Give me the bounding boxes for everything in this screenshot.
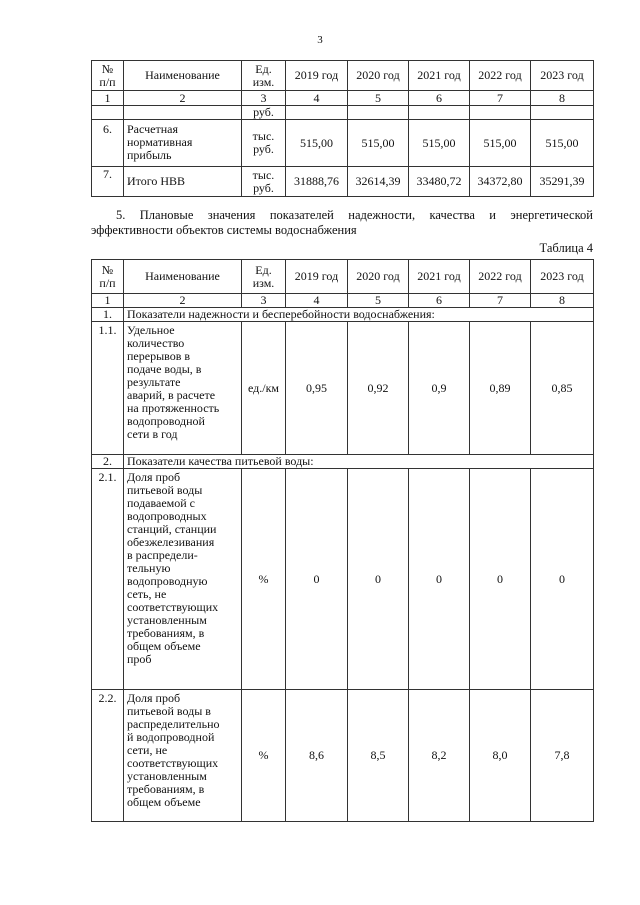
value-cell: 0 xyxy=(409,469,470,690)
table-caption: Таблица 4 xyxy=(539,241,593,255)
value-cell: 0,95 xyxy=(286,322,348,455)
table-3-continuation xyxy=(91,60,594,197)
index-cell: 4 xyxy=(286,91,348,106)
value-cell: 8,0 xyxy=(470,690,531,822)
value-cell: 32614,39 xyxy=(348,167,409,197)
header-year: 2022 год xyxy=(470,260,531,294)
header-year: 2023 год xyxy=(531,61,594,91)
index-cell: 3 xyxy=(242,294,286,308)
index-cell: 1 xyxy=(92,91,124,106)
unit-cell: % xyxy=(242,469,286,690)
header-num: № п/п xyxy=(92,61,124,91)
index-cell: 5 xyxy=(348,294,409,308)
header-year: 2021 год xyxy=(409,61,470,91)
section-paragraph: 5. Плановые значения показателей надежности, качества и энергетической эффективности объектов системы водоснабжения xyxy=(91,208,593,237)
row-name: Доля проб питьевой воды подаваемой с водопроводных станций, станции обезжелезивания в распредели- тельную водопроводную сеть, не соответствующих установленным требованиям, в общем объеме проб xyxy=(124,469,242,690)
index-cell: 2 xyxy=(124,294,242,308)
index-cell: 3 xyxy=(242,91,286,106)
index-cell: 1 xyxy=(92,294,124,308)
value-cell: 0,92 xyxy=(348,322,409,455)
index-cell: 2 xyxy=(124,91,242,106)
value-cell: 0 xyxy=(348,469,409,690)
table-row xyxy=(92,322,594,455)
value-cell: 515,00 xyxy=(470,120,531,167)
page-number: 3 xyxy=(317,34,323,46)
value-cell: 515,00 xyxy=(348,120,409,167)
section-row xyxy=(92,308,594,322)
table-header-row xyxy=(92,61,594,91)
unit-cell: тыс. руб. xyxy=(242,120,286,167)
table-4 xyxy=(91,259,594,822)
value-cell: 34372,80 xyxy=(470,167,531,197)
index-cell: 8 xyxy=(531,91,594,106)
header-year: 2019 год xyxy=(286,61,348,91)
value-cell: 515,00 xyxy=(531,120,594,167)
row-number: 1.1. xyxy=(92,322,124,455)
header-unit: Ед. изм. xyxy=(242,61,286,91)
value-cell: 8,5 xyxy=(348,690,409,822)
section-row xyxy=(92,455,594,469)
value-cell: 515,00 xyxy=(409,120,470,167)
header-year: 2020 год xyxy=(348,260,409,294)
header-unit: Ед. изм. xyxy=(242,260,286,294)
index-cell: 4 xyxy=(286,294,348,308)
header-year: 2020 год xyxy=(348,61,409,91)
value-cell: 0 xyxy=(531,469,594,690)
row-number: 2.2. xyxy=(92,690,124,822)
header-year: 2021 год xyxy=(409,260,470,294)
table-row xyxy=(92,690,594,822)
index-row xyxy=(92,294,594,308)
row-number: 6. xyxy=(92,120,124,167)
index-cell: 7 xyxy=(470,91,531,106)
index-cell: 7 xyxy=(470,294,531,308)
header-num: № п/п xyxy=(92,260,124,294)
value-cell: 7,8 xyxy=(531,690,594,822)
value-cell: 33480,72 xyxy=(409,167,470,197)
row-number: 2.1. xyxy=(92,469,124,690)
table-row xyxy=(92,106,594,120)
table-row xyxy=(92,120,594,167)
row-name: Расчетная нормативная прибыль xyxy=(124,120,242,167)
row-name: Доля проб питьевой воды в распределительно й водопроводной сети, не соответствующих установленным требованиям, в общем объеме xyxy=(124,690,242,822)
unit-cell: руб. xyxy=(242,106,286,120)
value-cell: 8,6 xyxy=(286,690,348,822)
section-title: Показатели качества питьевой воды: xyxy=(124,455,594,469)
section-number: 1. xyxy=(92,308,124,322)
index-row xyxy=(92,91,594,106)
header-year: 2019 год xyxy=(286,260,348,294)
index-cell: 6 xyxy=(409,294,470,308)
index-cell: 8 xyxy=(531,294,594,308)
value-cell: 515,00 xyxy=(286,120,348,167)
value-cell: 31888,76 xyxy=(286,167,348,197)
value-cell: 0,89 xyxy=(470,322,531,455)
value-cell: 35291,39 xyxy=(531,167,594,197)
header-name: Наименование xyxy=(124,260,242,294)
index-cell: 6 xyxy=(409,91,470,106)
row-number: 7. xyxy=(92,167,124,197)
header-year: 2023 год xyxy=(531,260,594,294)
value-cell: 0,85 xyxy=(531,322,594,455)
header-year: 2022 год xyxy=(470,61,531,91)
unit-cell: ед./км xyxy=(242,322,286,455)
row-name: Удельное количество перерывов в подаче воды, в результате аварий, в расчете на протяженность водопроводной сети в год xyxy=(124,322,242,455)
section-number: 2. xyxy=(92,455,124,469)
index-cell: 5 xyxy=(348,91,409,106)
unit-cell: % xyxy=(242,690,286,822)
value-cell: 0,9 xyxy=(409,322,470,455)
section-title: Показатели надежности и бесперебойности водоснабжения: xyxy=(124,308,594,322)
header-name: Наименование xyxy=(124,61,242,91)
value-cell: 8,2 xyxy=(409,690,470,822)
row-name: Итого НВВ xyxy=(124,167,242,197)
table-row xyxy=(92,469,594,690)
value-cell: 0 xyxy=(286,469,348,690)
table-row xyxy=(92,167,594,197)
table-header-row xyxy=(92,260,594,294)
unit-cell: тыс. руб. xyxy=(242,167,286,197)
value-cell: 0 xyxy=(470,469,531,690)
